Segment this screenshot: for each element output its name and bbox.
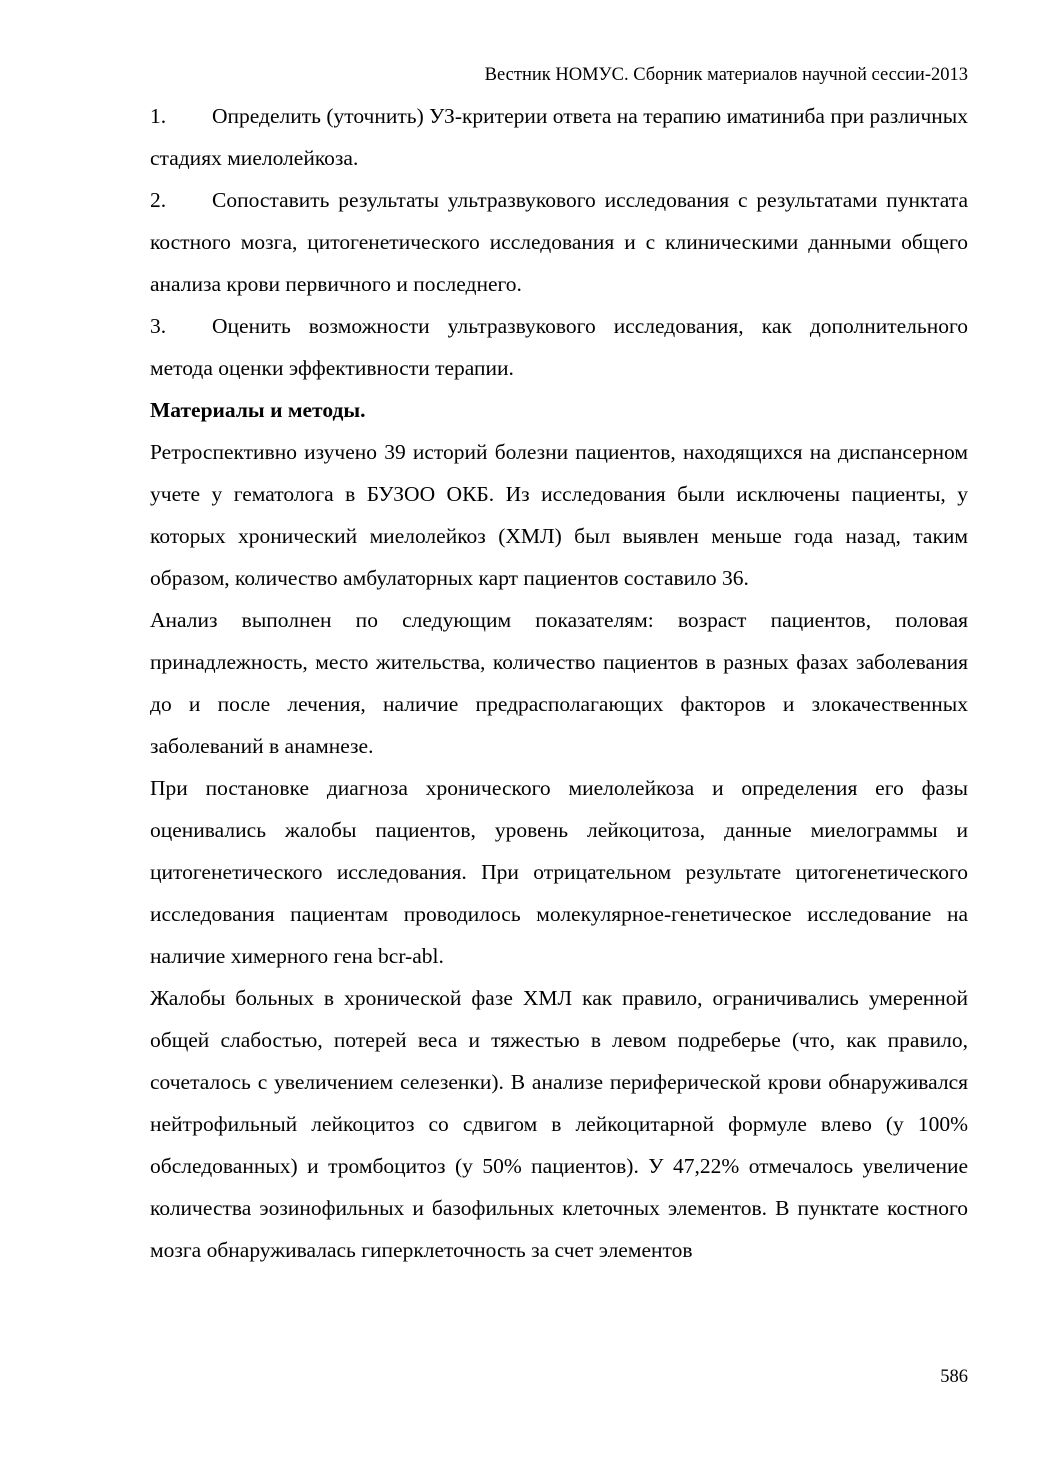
body-paragraph: Жалобы больных в хронической фазе ХМЛ как правило, ограничивались умеренной общей слабостью, потерей веса и тяжестью в левом подреберье (что, как правило, сочеталось с увеличением селезенки). В анализе периферической крови обнаруживался нейтрофильный лейкоцитоз со сдвигом в лейкоцитарной формуле влево (у 100% обследованных) и тромбоцитоз (у 50% пациентов). У 47,22% отмечалось увеличение количества эозинофильных и базофильных клеточных элементов. В пунктате костного мозга обнаруживалась гиперклеточность за счет элементов (150, 986, 968, 1262)
body-paragraph: При постановке диагноза хронического миелолейкоза и определения его фазы оценивались жалобы пациентов, уровень лейкоцитоза, данные миелограммы и цитогенетического исследования. При отрицательном результате цитогенетического исследования пациентам проводилось молекулярное-генетическое исследование на наличие химерного гена bcr-abl. (150, 776, 968, 968)
objective-text: Определить (уточнить) УЗ-критерии ответа на терапию иматиниба при различных стадиях миелолейкоза. (150, 104, 968, 170)
body-paragraph: Анализ выполнен по следующим показателям: возраст пациентов, половая принадлежность, место жительства, количество пациентов в разных фазах заболевания до и после лечения, наличие предрасполагающих факторов и злокачественных заболеваний в анамнезе. (150, 608, 968, 758)
objective-item (150, 95, 968, 179)
objective-item (150, 305, 968, 389)
section-heading: Материалы и методы. (150, 398, 366, 422)
objective-number: 1. (150, 104, 167, 128)
page-number: 586 (940, 1367, 968, 1387)
objective-text: Оценить возможности ультразвукового исследования, как дополнительного метода оценки эффективности терапии. (150, 314, 968, 380)
document-body (150, 95, 968, 1271)
objective-number: 3. (150, 314, 167, 338)
objective-text: Сопоставить результаты ультразвукового исследования с результатами пунктата костного мозга, цитогенетического исследования и с клиническими данными общего анализа крови первичного и последнего. (150, 188, 968, 296)
running-header: Вестник НОМУС. Сборник материалов научной сессии-2013 (484, 65, 968, 85)
objective-number: 2. (150, 188, 167, 212)
objective-item (150, 179, 968, 305)
body-paragraph: Ретроспективно изучено 39 историй болезни пациентов, находящихся на диспансерном учете у гематолога в БУЗОО ОКБ. Из исследования были исключены пациенты, у которых хронический миелолейкоз (ХМЛ) был выявлен меньше года назад, таким образом, количество амбулаторных карт пациентов составило 36. (150, 440, 968, 590)
